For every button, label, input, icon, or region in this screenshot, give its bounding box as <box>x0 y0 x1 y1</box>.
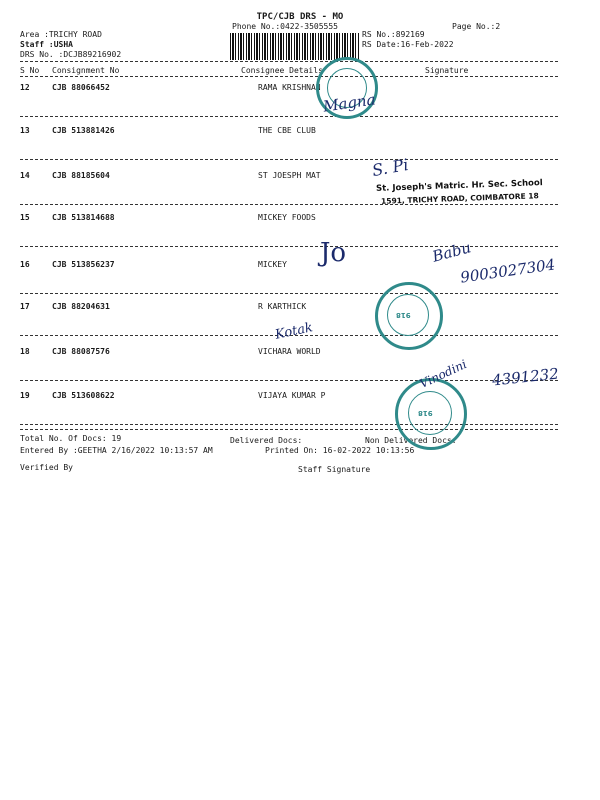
signature-row17: Kotak <box>273 320 315 343</box>
row-sno: 13 <box>20 126 30 135</box>
row-consignee: MICKEY <box>258 260 287 269</box>
signature-row16-name: Babu <box>430 238 473 266</box>
row-consignee: VIJAYA KUMAR P <box>258 391 326 400</box>
bank-stamp <box>375 282 443 350</box>
row-consignment: CJB 513856237 <box>52 260 115 269</box>
signature-row18: Vinodini <box>417 357 469 391</box>
row-sno: 14 <box>20 171 30 180</box>
row-divider <box>20 380 558 381</box>
area-label: Area :TRICHY ROAD <box>20 30 102 39</box>
row-consignee: ST JOESPH MAT <box>258 171 321 180</box>
non-delivered-docs: Non Delivered Docs: <box>365 436 457 445</box>
verified-by: Verified By <box>20 463 73 472</box>
row-consignee: RAMA KRISHNAN <box>258 83 321 92</box>
row-consignee: MICKEY FOODS <box>258 213 316 222</box>
row-divider <box>20 204 558 205</box>
divider <box>20 61 558 62</box>
signature-row12: Magna <box>322 90 377 116</box>
divider <box>20 76 558 77</box>
phone-row18: 4391232 <box>491 364 560 390</box>
staff-signature: Staff Signature <box>298 465 371 474</box>
row-consignment: CJB 513881426 <box>52 126 115 135</box>
row-consignment: CJB 88066452 <box>52 83 110 92</box>
row-consignment: CJB 513814688 <box>52 213 115 222</box>
total-docs: Total No. Of Docs: 19 <box>20 434 122 443</box>
row-divider <box>20 246 558 247</box>
school-stamp-line2: 1591, TRICHY ROAD, COIMBATORE 18 <box>380 191 539 206</box>
staff-label: Staff :USHA <box>20 40 73 49</box>
page-number: Page No.:2 <box>452 22 501 31</box>
row-consignee: THE CBE CLUB <box>258 126 316 135</box>
row-consignment: CJB 513608622 <box>52 391 115 400</box>
row-divider <box>20 116 558 117</box>
row-divider <box>20 159 558 160</box>
row-sno: 15 <box>20 213 30 222</box>
row-sno: 16 <box>20 260 30 269</box>
delivered-docs: Delivered Docs: <box>230 436 303 445</box>
row-divider <box>20 293 558 294</box>
col-consignee: Consignee Details <box>241 66 323 75</box>
row-consignment: CJB 88087576 <box>52 347 110 356</box>
printed-on: Printed On: 16-02-2022 10:13:56 <box>265 446 415 455</box>
barcode <box>230 33 360 60</box>
phone-number: Phone No.:0422-3505555 <box>232 22 338 31</box>
bank-code: 918 <box>418 409 433 417</box>
row-consignment: CJB 88204631 <box>52 302 110 311</box>
row-sno: 19 <box>20 391 30 400</box>
row-sno: 17 <box>20 302 30 311</box>
document-title: TPC/CJB DRS - MO <box>256 12 344 22</box>
bank-stamp <box>395 378 467 450</box>
row-consignee: R KARTHICK <box>258 302 307 311</box>
entered-by: Entered By :GEETHA 2/16/2022 10:13:57 AM <box>20 446 213 455</box>
phone-row16: 9003027304 <box>459 255 557 287</box>
row-divider <box>20 424 558 425</box>
rs-date: RS Date:16-Feb-2022 <box>362 40 454 49</box>
col-signature: Signature <box>425 66 469 75</box>
row-sno: 18 <box>20 347 30 356</box>
signature-row16: Jo <box>320 238 347 268</box>
school-stamp-line1: St. Joseph's Matric. Hr. Sec. School <box>375 178 543 194</box>
divider <box>20 429 558 430</box>
row-consignment: CJB 88185604 <box>52 171 110 180</box>
drs-number: DRS No. :DCJB89216902 <box>20 50 122 59</box>
rs-number: RS No.:892169 <box>362 30 425 39</box>
row-consignee: VICHARA WORLD <box>258 347 321 356</box>
bank-code: 918 <box>396 311 411 319</box>
col-consignment: Consignment No <box>52 66 120 75</box>
row-sno: 12 <box>20 83 30 92</box>
col-sno: S No <box>20 66 40 75</box>
signature-row14: S. Pi <box>370 154 410 181</box>
